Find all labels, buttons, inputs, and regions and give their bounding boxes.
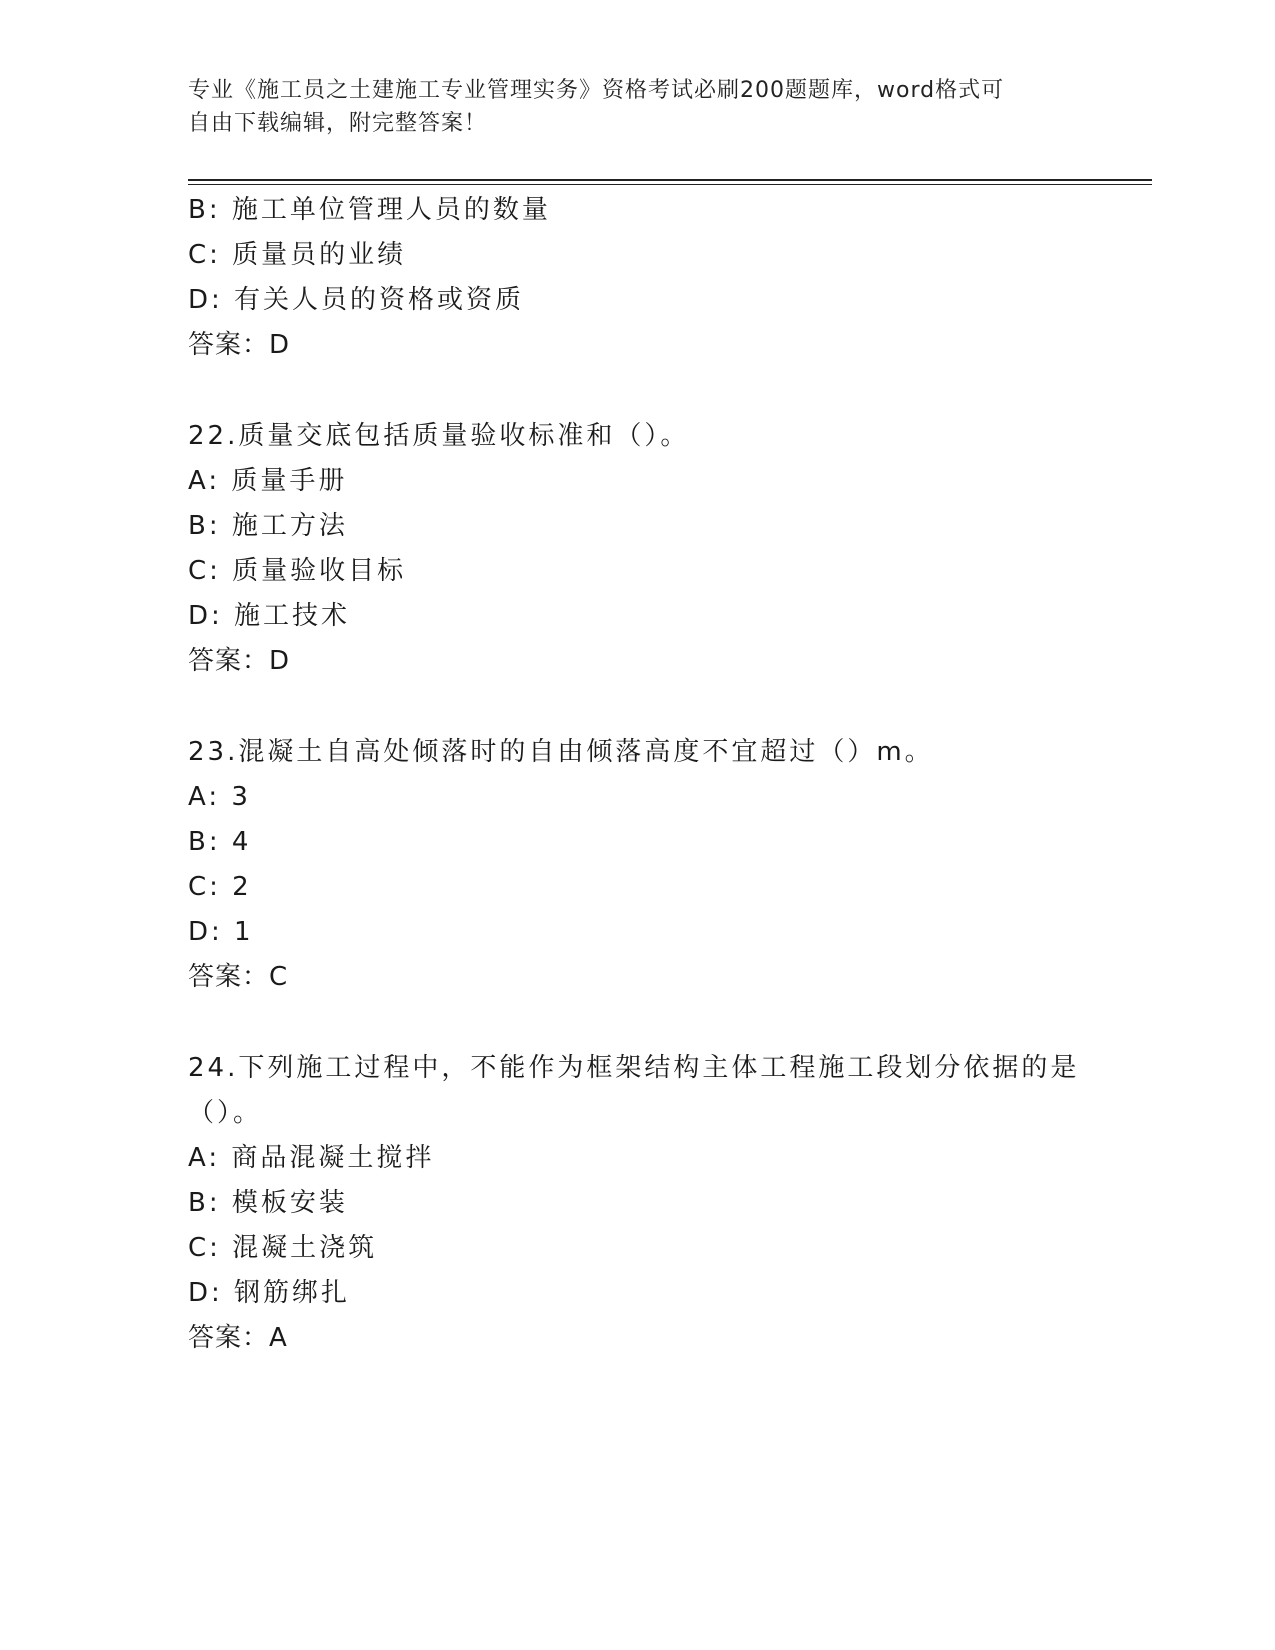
q24-option-b: B: 模板安装 — [188, 1188, 348, 1218]
document-header — [188, 74, 1068, 140]
q23-option-c: C: 2 — [188, 872, 252, 902]
q22-answer: 答案：D — [188, 646, 291, 676]
q23-option-b: B: 4 — [188, 827, 252, 857]
q21-option-d: D: 有关人员的资格或资质 — [188, 285, 525, 315]
q24-option-d: D: 钢筋绑扎 — [188, 1278, 351, 1308]
q21-option-c: C: 质量员的业绩 — [188, 240, 407, 270]
q23-option-d: D: 1 — [188, 917, 254, 947]
q22-option-b: B: 施工方法 — [188, 511, 348, 541]
q24-answer: 答案：A — [188, 1323, 288, 1353]
header-line-1: 专业《施工员之土建施工专业管理实务》资格考试必刷200题题库，word格式可 — [188, 78, 1005, 103]
q23-option-a: A: 3 — [188, 782, 251, 812]
q24-option-c: C: 混凝土浇筑 — [188, 1233, 378, 1263]
q22-option-d: D: 施工技术 — [188, 601, 351, 631]
q22-option-a: A: 质量手册 — [188, 466, 348, 496]
q22-question: 22.质量交底包括质量验收标准和（）。 — [188, 421, 690, 451]
header-divider-thick — [188, 179, 1152, 181]
q22-option-c: C: 质量验收目标 — [188, 556, 407, 586]
q24-option-a: A: 商品混凝土搅拌 — [188, 1143, 435, 1173]
q21-answer: 答案：D — [188, 330, 291, 360]
q24-question-line-2: （）。 — [188, 1098, 263, 1128]
q23-answer: 答案：C — [188, 962, 289, 992]
q21-option-b: B: 施工单位管理人员的数量 — [188, 195, 551, 225]
header-divider-thin — [188, 184, 1152, 185]
q24-question-line-1: 24.下列施工过程中，不能作为框架结构主体工程施工段划分依据的是 — [188, 1053, 1080, 1083]
header-line-2: 自由下载编辑，附完整答案！ — [188, 111, 488, 136]
q23-question: 23.混凝土自高处倾落时的自由倾落高度不宜超过（）m。 — [188, 737, 934, 767]
